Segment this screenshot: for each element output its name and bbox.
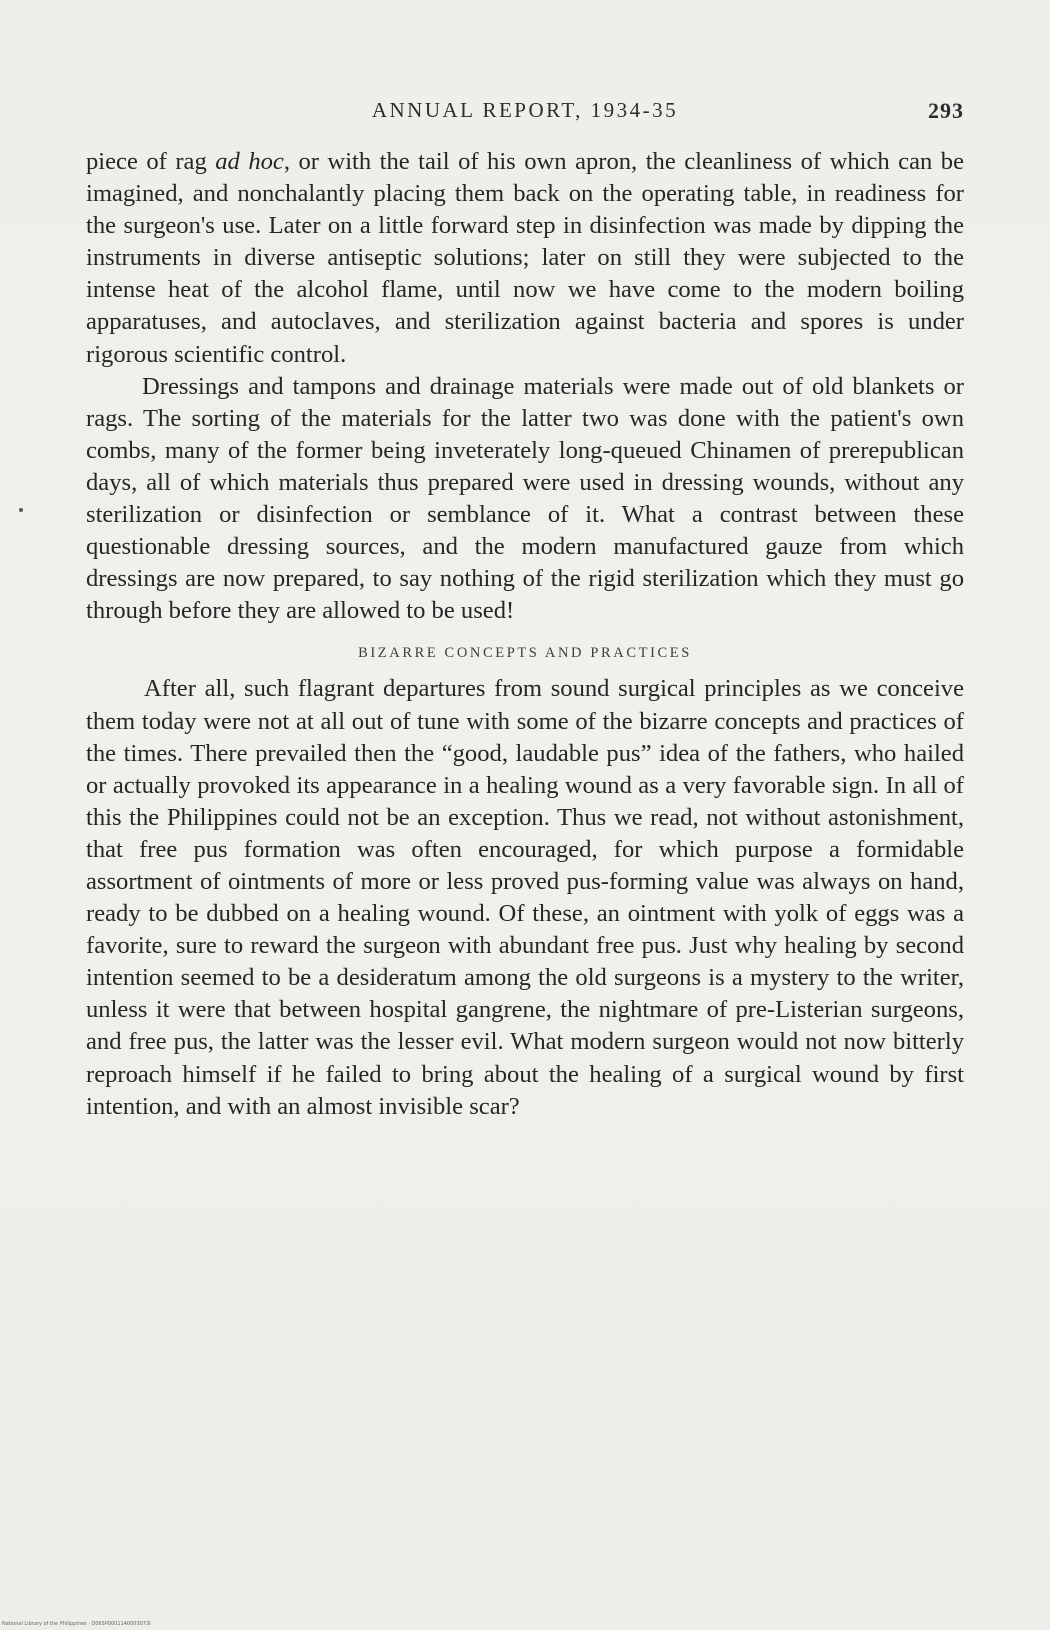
scan-credit: National Library of the Philippines · D065P0001140003073I <box>2 1621 151 1627</box>
page-header <box>86 98 964 128</box>
running-head: ANNUAL REPORT, 1934-35 <box>371 98 679 122</box>
page-number: 293 <box>928 98 964 123</box>
section-heading: BIZARRE CONCEPTS AND PRACTICES <box>358 645 692 662</box>
paragraph-2: Dressings and tampons and drainage materials were made out of old blankets or rags. The sorting of the materials for the latter two was done with the patient's own combs, many of the former being inveterately long-queued Chinamen of prerepublican days, all of which materials thus prepared were used in dressing wounds, without any sterilization or disinfection or semblance of it. What a contrast between these questionable dressing sources, and the modern manufactured gauze from which dressings are now prepared, to say nothing of the rigid sterilization which they must go through before they are allowed to be used! <box>86 372 964 625</box>
paragraph-1 <box>86 146 964 371</box>
paragraph-1-start: piece of rag <box>86 148 216 175</box>
margin-speck <box>19 508 23 512</box>
paragraph-1-rest: , or with the tail of his own apron, the cleanliness of which can be imagined, and nonchalantly placing them back on the operating table, in readiness for the surgeon's use. Later on a little forward step in disinfection was made by dipping the instruments in diverse antiseptic solutions; later on still they were subjected to the intense heat of the alcohol flame, until now we have come to the modern boiling apparatuses, and autoclaves, and sterilization against bacteria and spores is under rigorous scientific control. <box>86 148 964 368</box>
paragraph-3: After all, such flagrant departures from sound surgical principles as we conceive them today were not at all out of tune with some of the bizarre concepts and practices of the times. There prevailed then the “good, laudable pus” idea of the fathers, who hailed or actually provoked its appearance in a healing wound as a very favorable sign. In all of this the Philippines could not be an exception. Thus we read, not without astonishment, that free pus formation was often encouraged, for which purpose a formidable assortment of ointments of more or less proved pus-forming value was always on hand, ready to be dubbed on a healing wound. Of these, an ointment with yolk of eggs was a favorite, sure to reward the surgeon with abundant free pus. Just why healing by second intention seemed to be a desideratum among the old surgeons is a mystery to the writer, unless it were that between hospital gangrene, the nightmare of pre-Listerian surgeons, and free pus, the latter was the lesser evil. What modern surgeon would not now bitterly reproach himself if he failed to bring about the healing of a surgical wound by first intention, and with an almost invisible scar? <box>86 675 964 1120</box>
body-text <box>86 146 964 1123</box>
latin-phrase: ad hoc <box>215 148 284 175</box>
